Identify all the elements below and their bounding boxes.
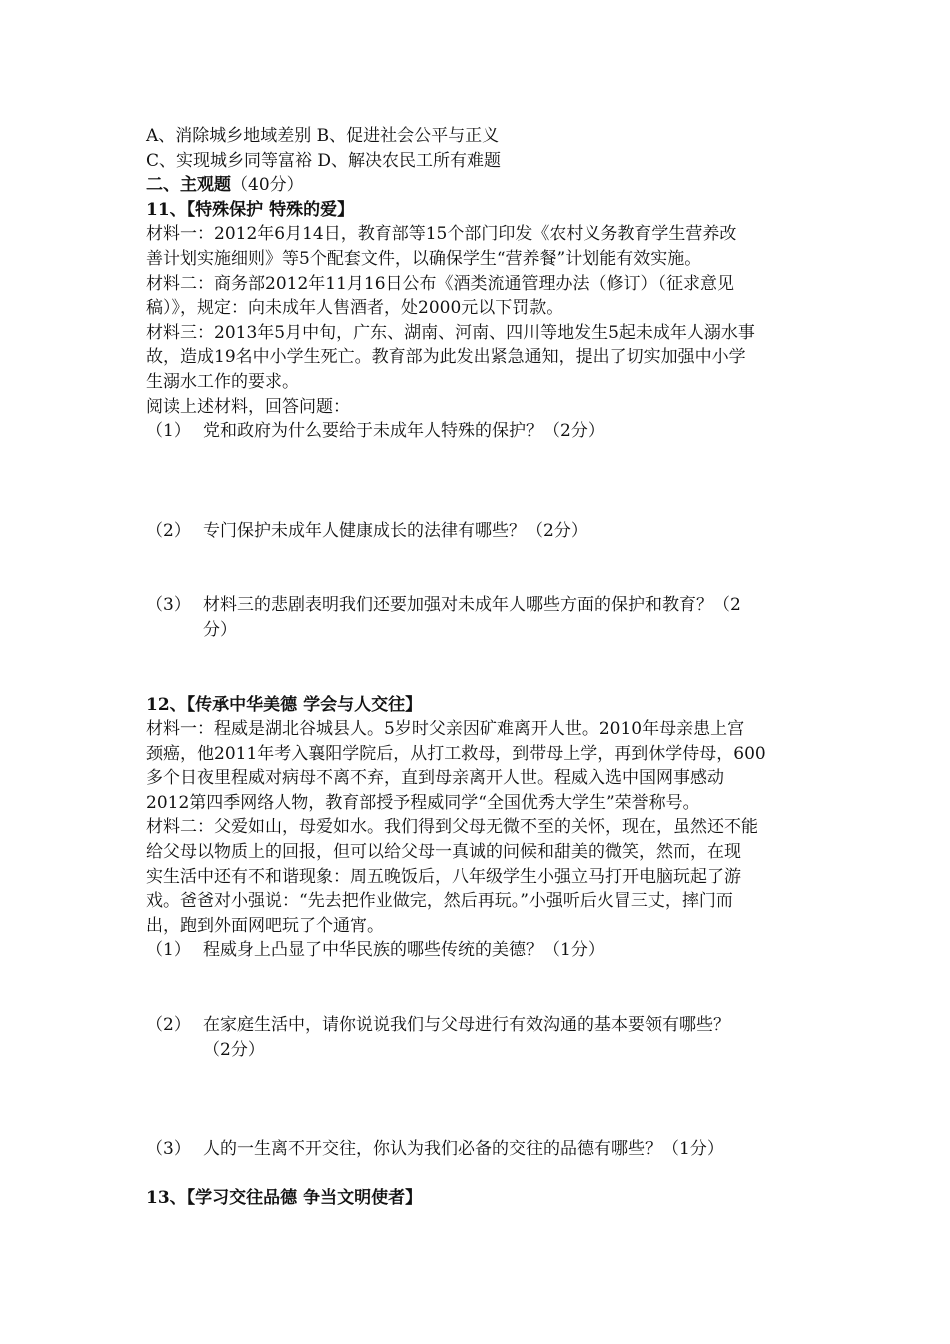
option-line-cd: C、实现城乡同等富裕 D、解决农民工所有难题 [146,150,502,171]
question-text: 专门保护未成年人健康成长的法律有哪些？（2分） [203,520,588,541]
question-text: 在家庭生活中，请你说说我们与父母进行有效沟通的基本要领有哪些？ [203,1015,730,1036]
section-score: （40分） [231,175,304,196]
section-title: 二、主观题 [146,175,231,196]
answer-space [146,963,816,1013]
q12-material1-line2: 颈癌，他2011年考入襄阳学院后，从打工救母，到带母上学，再到休学侍母，600 [146,743,766,764]
question-text: 程威身上凸显了中华民族的哪些传统的美德？（1分） [203,940,605,961]
question-text-cont: 分） [203,619,237,640]
q11-question-2 [146,519,816,544]
q11-question-3 [146,593,816,642]
q12-question-3 [146,1137,816,1162]
q12-material2-line1: 材料二：父爱如山，母爱如水。我们得到父母无微不至的关怀，现在，虽然还不能 [146,817,758,838]
q12-material2-line5: 出，跑到外面网吧玩了个通宵。 [146,915,384,936]
q11-material1-line2: 善计划实施细则》等5个配套文件，以确保学生“营养餐”计划能有效实施。 [146,248,702,269]
document-body [146,124,816,1210]
question-number: （1） [146,421,191,442]
q12-material2-line3: 实生活中还有不和谐现象：周五晚饭后，八年级学生小强立马打开电脑玩起了游 [146,866,741,887]
q11-material3-line3: 生溺水工作的要求。 [146,371,299,392]
question-text: 人的一生离不开交往，你认为我们必备的交往的品德有哪些？（1分） [203,1139,724,1160]
q12-material2-line2: 给父母以物质上的回报，但可以给父母一真诚的问候和甜美的微笑，然而，在现 [146,842,741,863]
question-number: （3） [146,595,191,616]
question-number: （2） [146,520,191,541]
q11-material3-line1: 材料三：2013年5月中旬，广东、湖南、河南、四川等地发生5起未成年人溺水事 [146,322,755,343]
q12-material1-line4: 2012第四季网络人物，教育部授予程威同学“全国优秀大学生”荣誉称号。 [146,792,700,813]
answer-space [146,643,816,693]
question-text: 材料三的悲剧表明我们还要加强对未成年人哪些方面的保护和教育？（2 [203,595,741,616]
answer-space [146,444,816,519]
q13-title: 13、【学习交往品德 争当文明使者】 [146,1187,423,1208]
q11-material2-line1: 材料二：商务部2012年11月16日公布《酒类流通管理办法（修订）（征求意见 [146,273,735,294]
q12-material1-line3: 多个日夜里程威对病母不离不弃，直到母亲离开人世。程威入选中国网事感动 [146,768,724,789]
question-text: 党和政府为什么要给于未成年人特殊的保护？（2分） [203,421,605,442]
answer-space [146,1062,816,1137]
answer-space [146,543,816,593]
question-number: （3） [146,1139,191,1160]
question-text-cont: （2分） [203,1039,265,1060]
option-line-ab: A、消除城乡地域差别 B、促进社会公平与正义 [146,126,500,146]
q11-read-prompt: 阅读上述材料，回答问题： [146,396,350,417]
q11-material1-line1: 材料一：2012年6月14日，教育部等15个部门印发《农村义务教育学生营养改 [146,224,737,245]
q11-question-1 [146,419,816,444]
q11-material3-line2: 故，造成19名中小学生死亡。教育部为此发出紧急通知，提出了切实加强中小学 [146,347,746,368]
section-heading [146,173,816,198]
q12-question-1 [146,938,816,963]
q12-question-2 [146,1013,816,1062]
q11-title: 11、【特殊保护 特殊的爱】 [146,199,355,220]
q12-material1-line1: 材料一：程威是湖北谷城县人。5岁时父亲因矿难离开人世。2010年母亲患上宫 [146,719,745,740]
question-number: （1） [146,940,191,961]
question-number: （2） [146,1015,191,1036]
q12-title: 12、【传承中华美德 学会与人交往】 [146,694,423,715]
q12-material2-line4: 戏。爸爸对小强说：“先去把作业做完，然后再玩。”小强听后火冒三丈，摔门而 [146,891,733,912]
q11-material2-line2: 稿）》，规定：向未成年人售酒者，处2000元以下罚款。 [146,298,564,319]
answer-space [146,1162,816,1186]
